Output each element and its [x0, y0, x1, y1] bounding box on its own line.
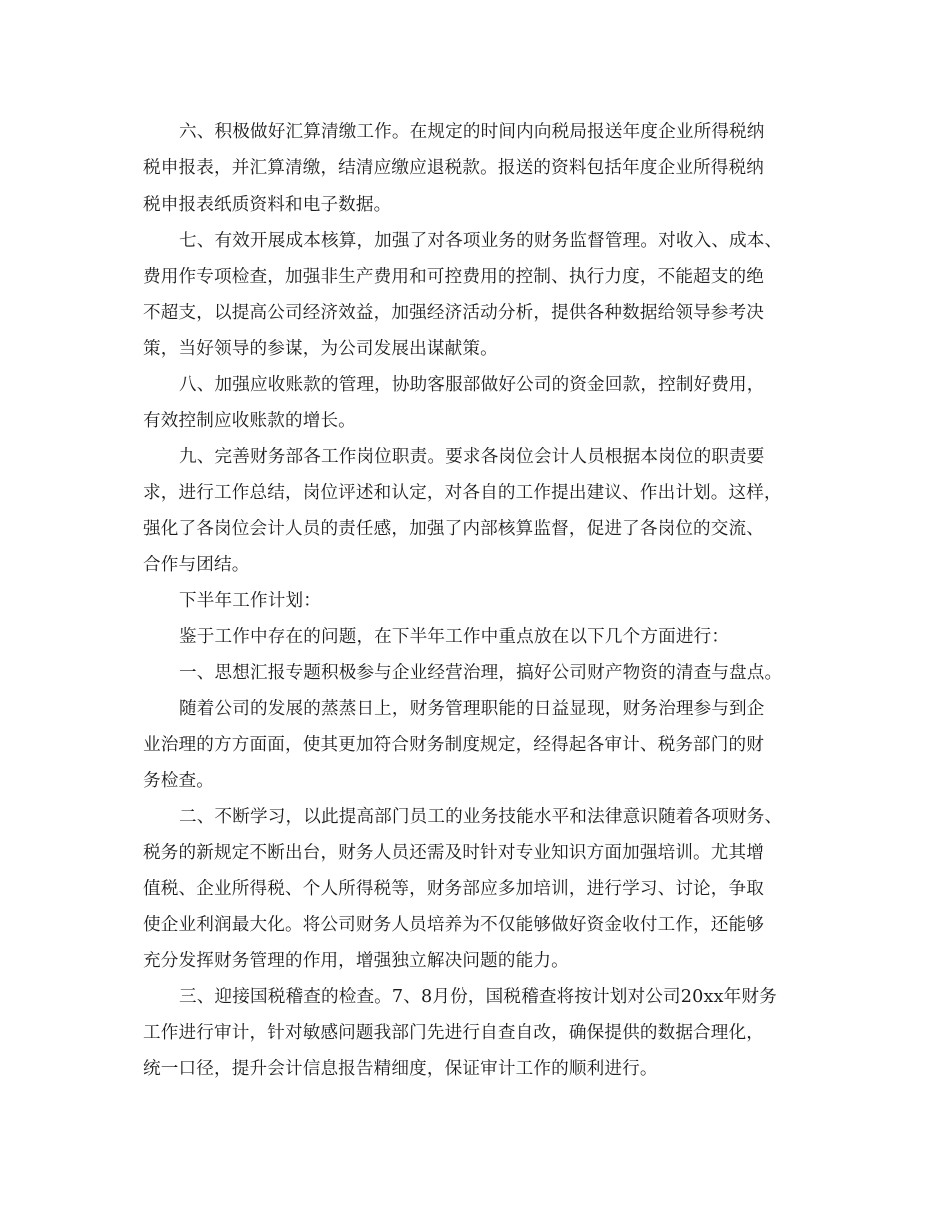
paragraph-line: 求，进行工作总结，岗位评述和认定，对各自的工作提出建议、作出计划。这样，	[143, 483, 782, 503]
paragraph-line: 二、不断学习，以此提高部门员工的业务技能水平和法律意识随着各项财务、	[179, 807, 783, 827]
paragraph-line: 业治理的方方面面，使其更加符合财务制度规定，经得起各审计、税务部门的财	[143, 735, 765, 755]
paragraph-line: 九、完善财务部各工作岗位职责。要求各岗位会计人员根据本岗位的职责要	[179, 447, 765, 467]
paragraph-line: 工作进行审计，针对敏感问题我部门先进行自查自改，确保提供的数据合理化，	[143, 1023, 765, 1043]
paragraph-line: 税务的新规定不断出台，财务人员还需及时针对专业知识方面加强培训。尤其增	[143, 843, 765, 863]
paragraph-line: 随着公司的发展的蒸蒸日上，财务管理职能的日益显现，财务治理参与到企	[179, 699, 765, 719]
paragraph-line: 六、积极做好汇算清缴工作。在规定的时间内向税局报送年度企业所得税纳	[179, 122, 765, 142]
paragraph-line: 充分发挥财务管理的作用，增强独立解决问题的能力。	[143, 951, 569, 971]
paragraph-line: 合作与团结。	[143, 555, 250, 575]
paragraph-line: 一、思想汇报专题积极参与企业经营治理，搞好公司财产物资的清查与盘点。	[179, 663, 783, 683]
paragraph-line: 统一口径，提升会计信息报告精细度，保证审计工作的顺利进行。	[143, 1059, 658, 1079]
paragraph-line: 税申报表纸质资料和电子数据。	[143, 195, 392, 215]
paragraph-line: 七、有效开展成本核算，加强了对各项业务的财务监督管理。对收入、成本、	[179, 231, 783, 251]
paragraph-line: 务检查。	[143, 771, 214, 791]
paragraph-line: 值税、企业所得税、个人所得税等，财务部应多加培训，进行学习、讨论，争取	[143, 879, 765, 899]
paragraph-line: 三、迎接国税稽查的检查。7、8月份，国税稽查将按计划对公司20xx年财务	[179, 987, 777, 1007]
paragraph-line: 使企业利润最大化。将公司财务人员培养为不仅能够做好资金收付工作，还能够	[143, 915, 765, 935]
section-heading: 下半年工作计划：	[179, 591, 321, 611]
paragraph-line: 策，当好领导的参谋，为公司发展出谋献策。	[143, 339, 498, 359]
paragraph-line: 强化了各岗位会计人员的责任感，加强了内部核算监督，促进了各岗位的交流、	[143, 519, 765, 539]
paragraph-line: 费用作专项检查，加强非生产费用和可控费用的控制、执行力度，不能超支的绝	[143, 267, 765, 287]
paragraph-line: 不超支，以提高公司经济效益，加强经济活动分析，提供各种数据给领导参考决	[143, 303, 765, 323]
paragraph-line: 有效控制应收账款的增长。	[143, 411, 356, 431]
paragraph-line: 八、加强应收账款的管理，协助客服部做好公司的资金回款，控制好费用，	[179, 375, 765, 395]
paragraph-line: 税申报表，并汇算清缴，结清应缴应退税款。报送的资料包括年度企业所得税纳	[143, 158, 765, 178]
paragraph-line: 鉴于工作中存在的问题，在下半年工作中重点放在以下几个方面进行：	[179, 627, 730, 647]
